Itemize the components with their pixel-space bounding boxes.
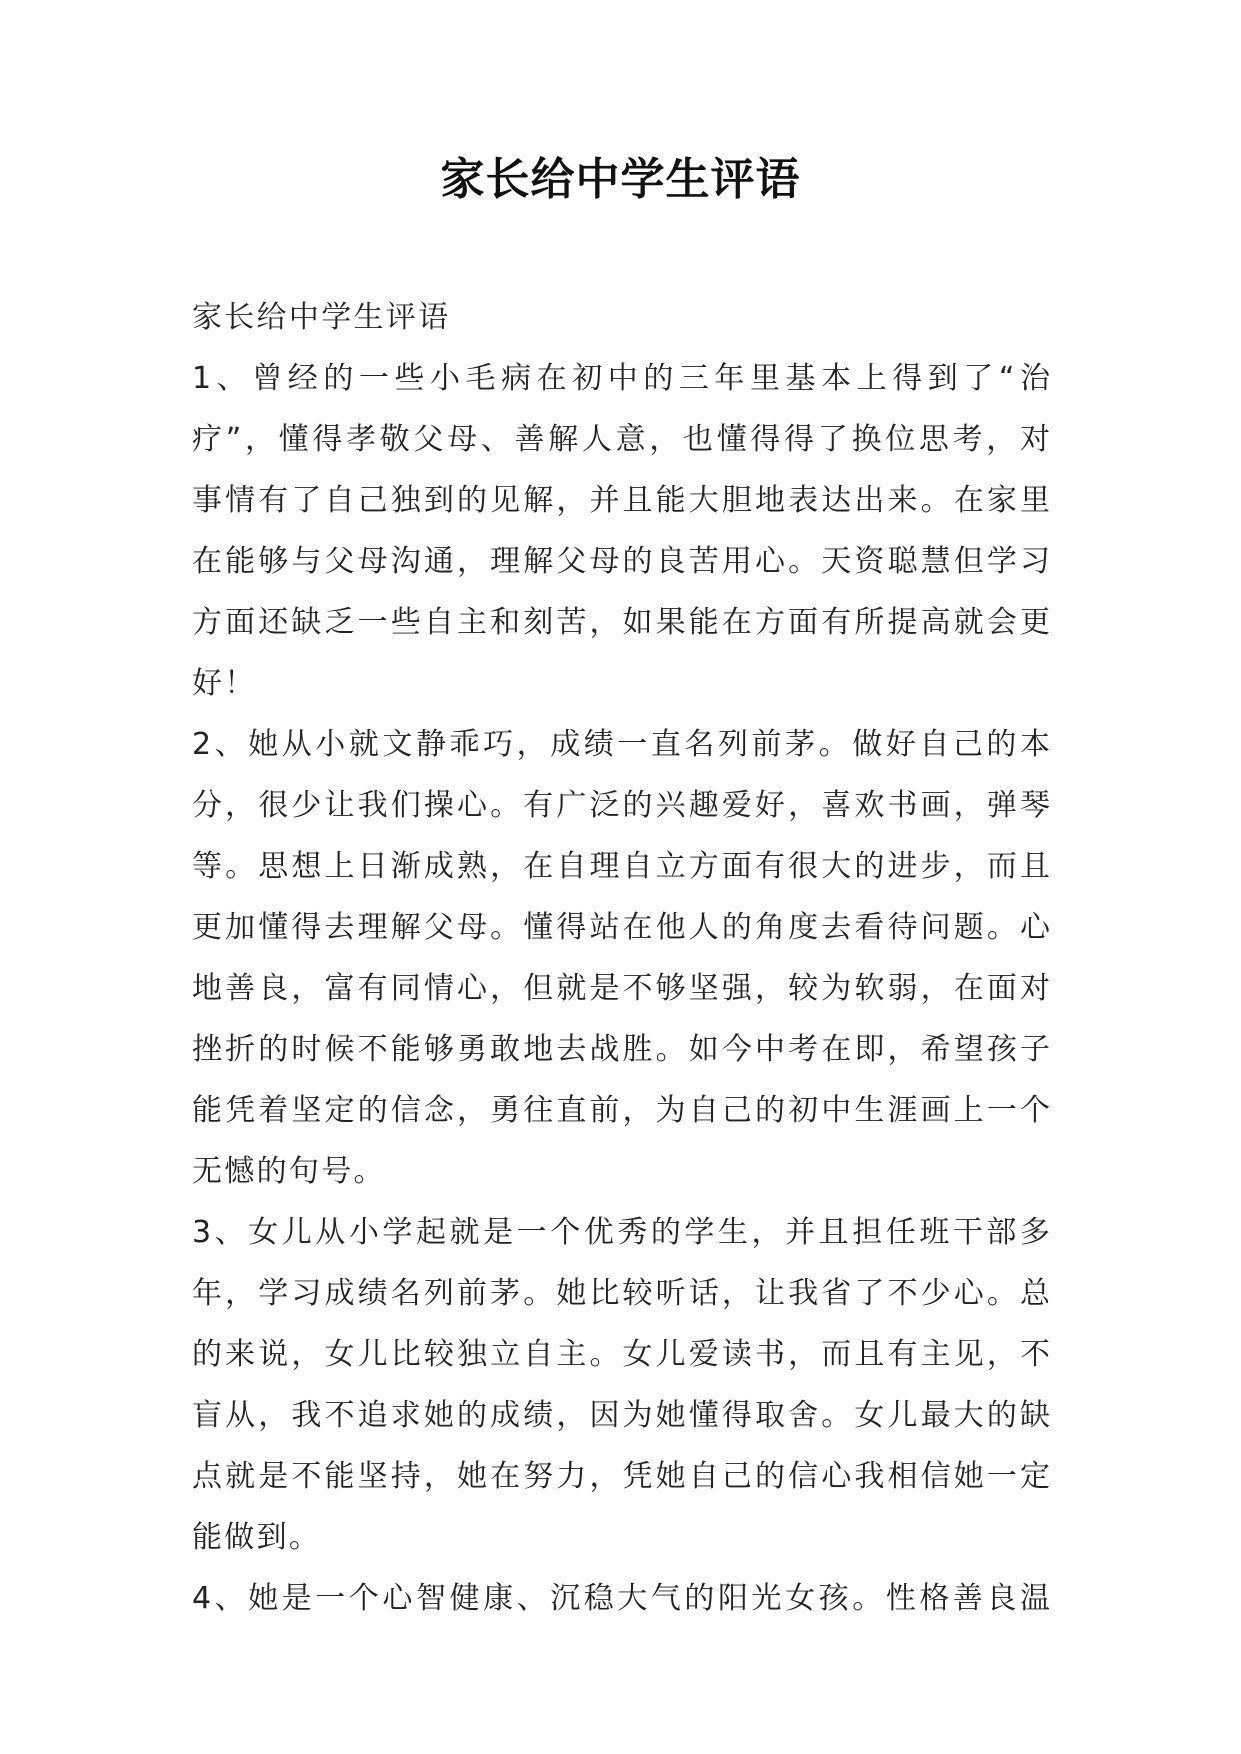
document-title: 家长给中学生评语: [440, 154, 801, 205]
text-line: 盲从，我不追求她的成绩，因为她懂得取舍。女儿最大的缺: [192, 1398, 1050, 1433]
text-line: 方面还缺乏一些自主和刻苦，如果能在方面有所提高就会更: [192, 605, 1050, 640]
text-line: 等。思想上日渐成熟，在自理自立方面有很大的进步，而且: [192, 849, 1050, 884]
text-line: 家长给中学生评语: [192, 300, 451, 335]
text-line: 年，学习成绩名列前茅。她比较听话，让我省了不少心。总: [192, 1276, 1050, 1311]
document-body: [192, 287, 1050, 1629]
text-line: 1、曾经的一些小毛病在初中的三年里基本上得到了“治: [192, 361, 1050, 396]
text-line: 挫折的时候不能够勇敢地去战胜。如今中考在即，希望孩子: [192, 1032, 1050, 1067]
text-line: 4、她是一个心智健康、沉稳大气的阳光女孩。性格善良温: [192, 1581, 1050, 1616]
text-line: 2、她从小就文静乖巧，成绩一直名列前茅。做好自己的本: [192, 727, 1050, 762]
text-line: 能凭着坚定的信念，勇往直前，为自己的初中生涯画上一个: [192, 1093, 1050, 1128]
text-line: 能做到。: [192, 1520, 322, 1555]
text-line: 疗”，懂得孝敬父母、善解人意，也懂得得了换位思考，对: [192, 422, 1050, 457]
text-line: 点就是不能坚持，她在努力，凭她自己的信心我相信她一定: [192, 1459, 1050, 1494]
text-line: 的来说，女儿比较独立自主。女儿爱读书，而且有主见，不: [192, 1337, 1050, 1372]
text-line: 无憾的句号。: [192, 1154, 386, 1189]
text-line: 分，很少让我们操心。有广泛的兴趣爱好，喜欢书画，弹琴: [192, 788, 1050, 823]
text-line: 事情有了自己独到的见解，并且能大胆地表达出来。在家里: [192, 483, 1050, 518]
text-line: 在能够与父母沟通，理解父母的良苦用心。天资聪慧但学习: [192, 544, 1050, 579]
text-line: 更加懂得去理解父母。懂得站在他人的角度去看待问题。心: [192, 910, 1050, 945]
text-line: 地善良，富有同情心，但就是不够坚强，较为软弱，在面对: [192, 971, 1050, 1006]
text-line: 好！: [192, 666, 257, 701]
text-line: 3、女儿从小学起就是一个优秀的学生，并且担任班干部多: [192, 1215, 1050, 1250]
